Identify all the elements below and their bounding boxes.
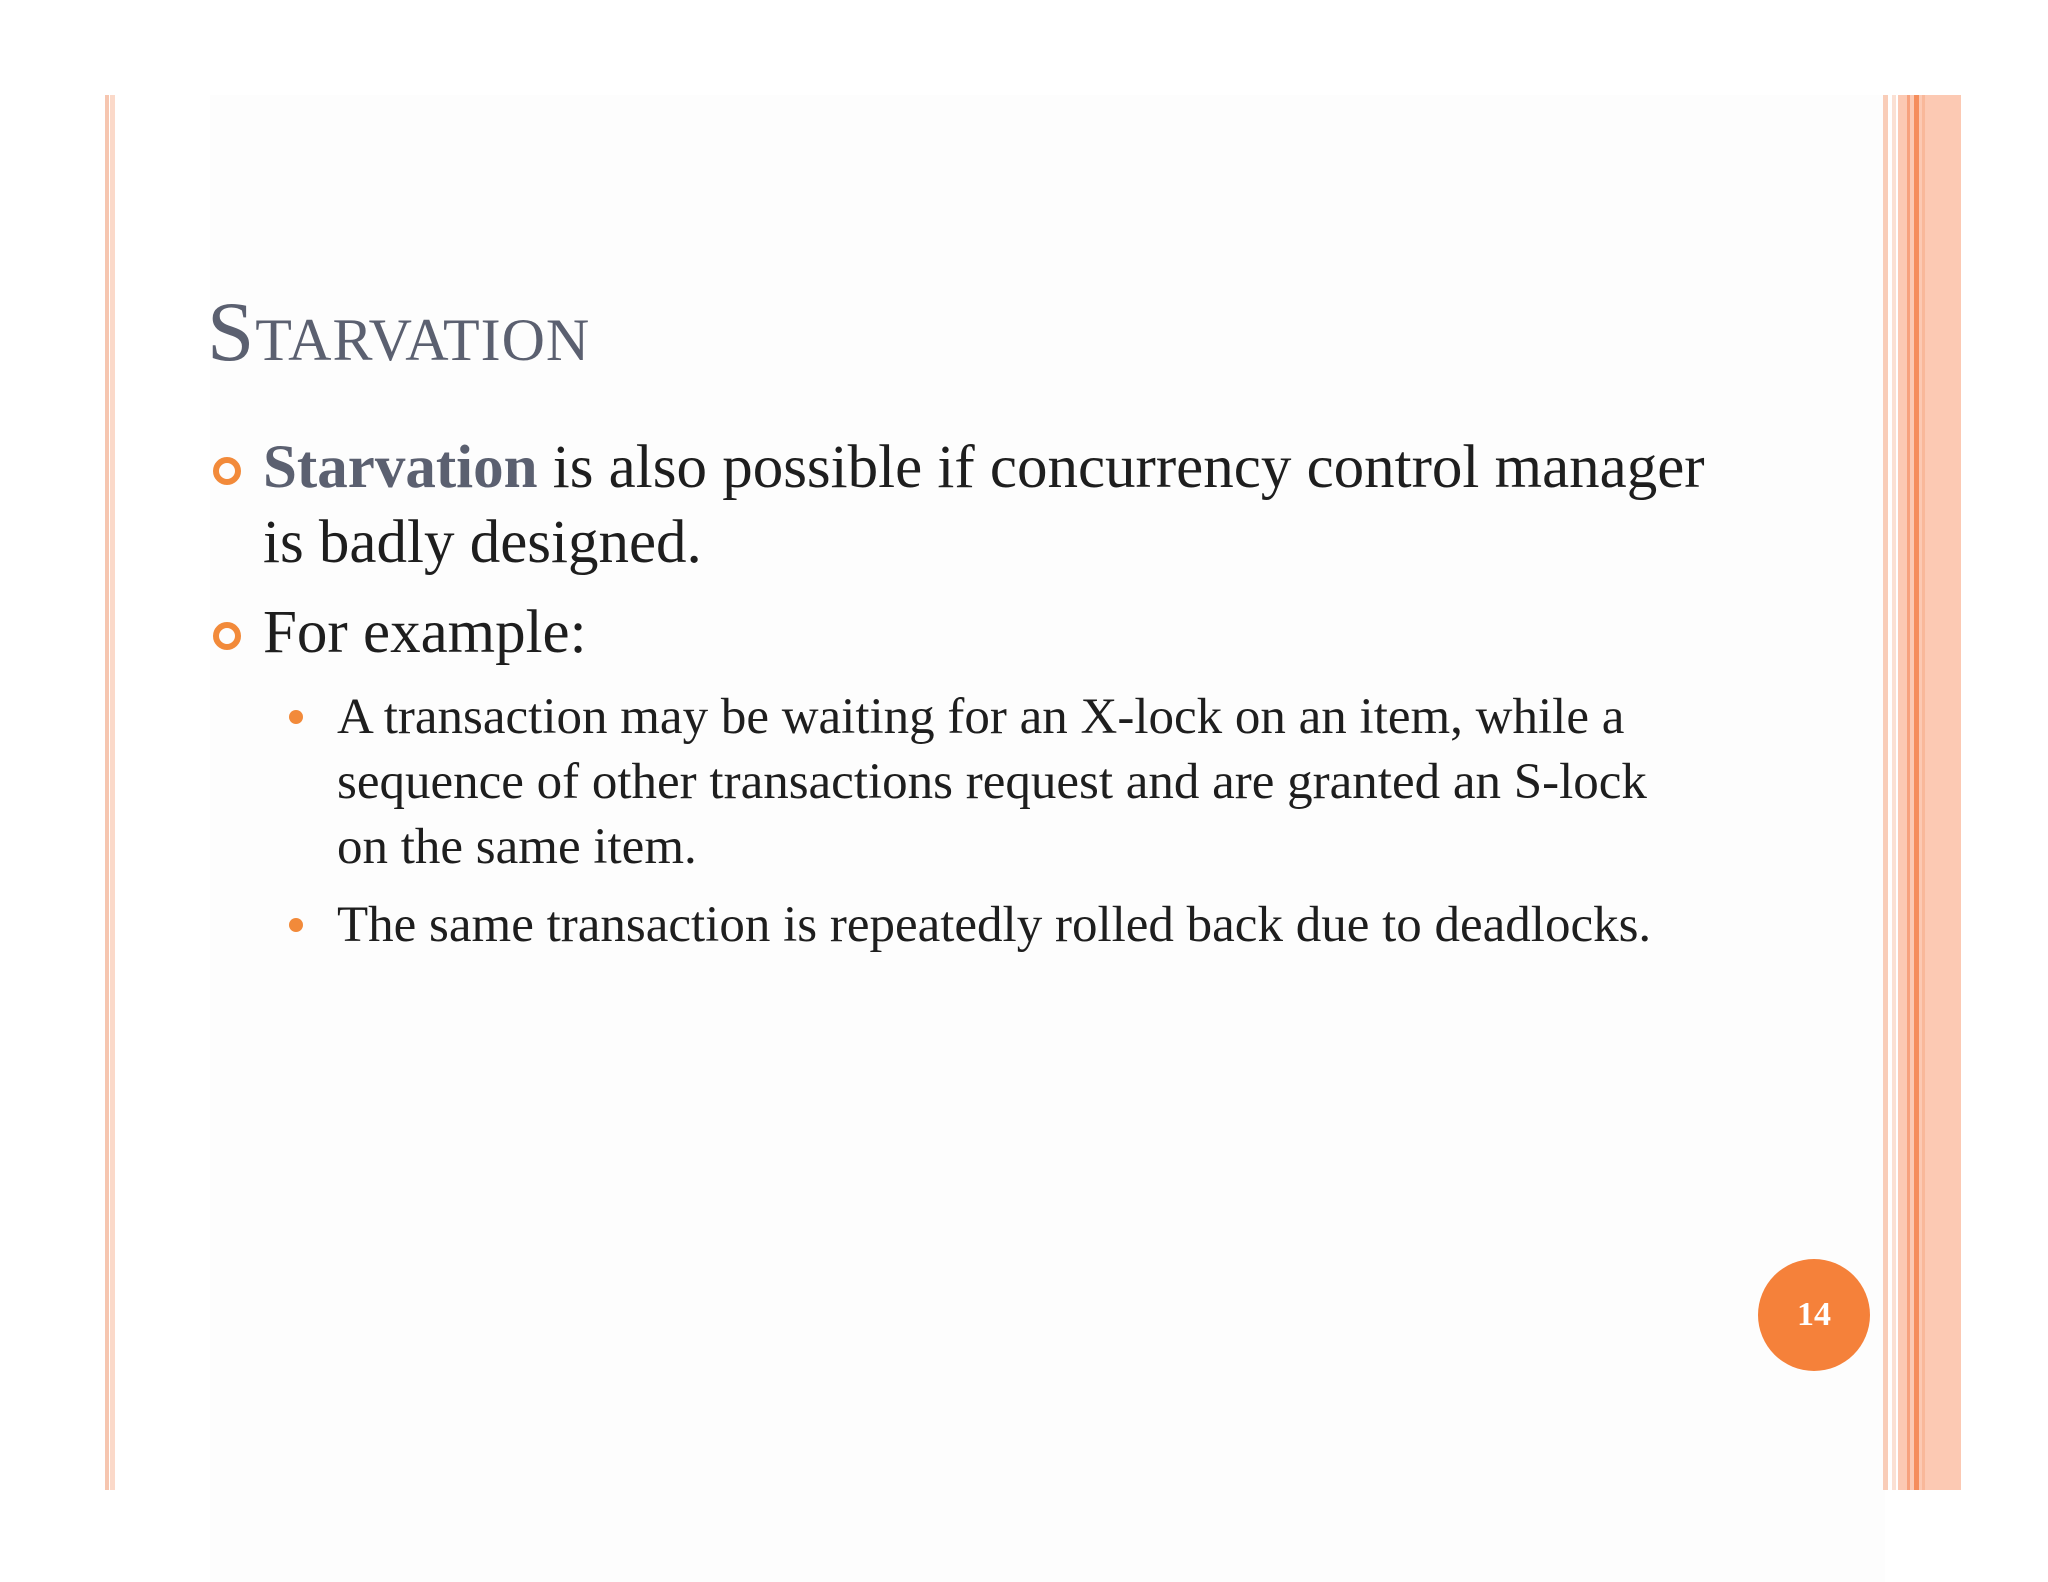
sub-bullet-item bbox=[210, 685, 1710, 880]
right-border-line bbox=[1883, 95, 1888, 1490]
sub-bullet-item bbox=[210, 893, 1710, 958]
sub-bullet-container bbox=[210, 685, 1710, 958]
dot-bullet-icon bbox=[289, 710, 303, 724]
sub-bullet-list bbox=[263, 685, 1710, 958]
dot-bullet-icon bbox=[289, 918, 303, 932]
ring-bullet-icon bbox=[213, 622, 241, 650]
bullet-item bbox=[210, 595, 1710, 670]
bullet-text: For example: bbox=[263, 599, 587, 666]
page-number: 14 bbox=[1797, 1296, 1831, 1333]
sub-bullet-text: The same transaction is repeatedly rolled back due to deadlocks. bbox=[337, 897, 1652, 953]
right-border-accent-light bbox=[1922, 95, 1925, 1490]
sub-bullet-text: A transaction may be waiting for an X-lock on an item, while a sequence of other transactions request and are granted an S-lock on the same item. bbox=[337, 689, 1647, 875]
left-border-line bbox=[105, 95, 109, 1490]
right-border-line-inner bbox=[1892, 95, 1896, 1490]
page-number-badge bbox=[1758, 1259, 1870, 1371]
right-border-accent bbox=[1907, 95, 1910, 1490]
left-border-line-inner bbox=[110, 95, 115, 1490]
bullet-item bbox=[210, 430, 1710, 580]
bullet-text: is also possible if concurrency control manager is badly designed. bbox=[263, 434, 1705, 576]
ring-bullet-icon bbox=[213, 457, 241, 485]
bullet-list bbox=[210, 430, 1710, 971]
right-border-accent-main bbox=[1914, 95, 1919, 1490]
bullet-keyword: Starvation bbox=[263, 434, 538, 501]
slide-title: Starvation bbox=[207, 285, 591, 379]
